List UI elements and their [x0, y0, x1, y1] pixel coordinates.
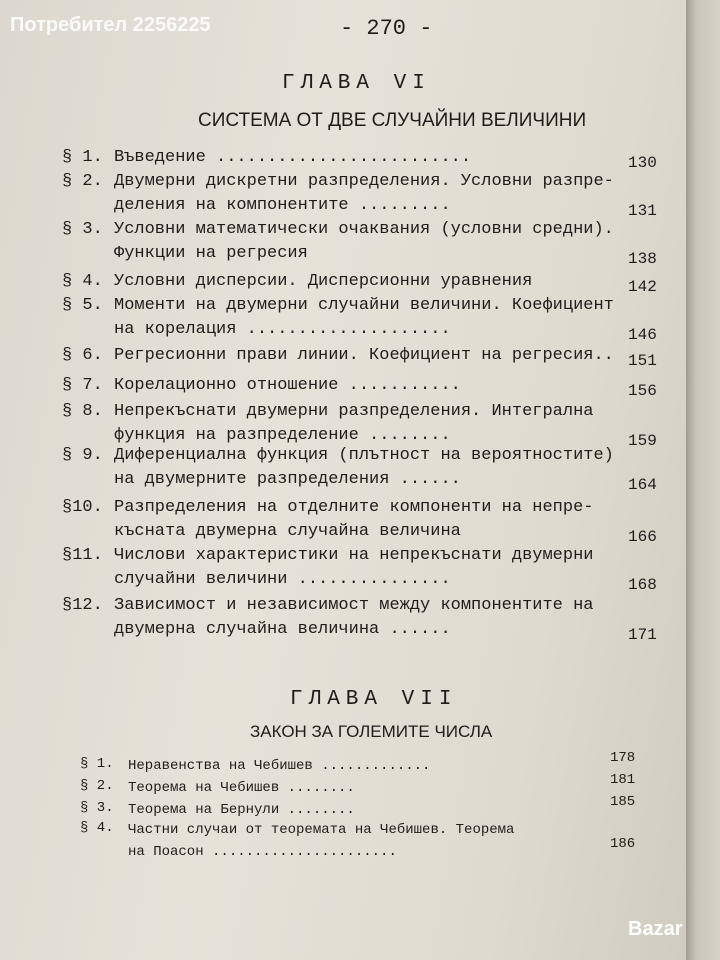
chapter6-entry-text: Диференциална функция (плътност на вероятностите)	[114, 446, 614, 465]
chapter6-entry-number: § 4.	[62, 272, 103, 291]
next-page-edge	[686, 0, 720, 960]
chapter6-entry-number: § 5.	[62, 296, 103, 315]
chapter6-entry-text: на корелация ....................	[114, 320, 451, 339]
page-number: - 270 -	[340, 16, 433, 41]
chapter6-entry-number: § 8.	[62, 402, 103, 421]
chapter7-entry-text: Теорема на Чебишев ........	[128, 780, 355, 796]
brand-logo: Bazar	[628, 918, 683, 940]
chapter7-entry-number: § 2.	[80, 778, 114, 794]
chapter6-entry-number: §11.	[62, 546, 103, 565]
chapter6-entry-text: Регресионни прави линии. Коефициент на регресия..	[114, 346, 614, 365]
chapter6-entry-page: 142	[628, 278, 657, 296]
chapter6-entry-number: § 7.	[62, 376, 103, 395]
chapter6-entry-page: 146	[628, 326, 657, 344]
chapter7-entry-page: 178	[610, 750, 636, 766]
chapter7-entry-text: Неравенства на Чебишев .............	[128, 758, 431, 774]
chapter7-title: ЗАКОН ЗА ГОЛЕМИТЕ ЧИСЛА	[250, 722, 493, 741]
chapter7-entry-text: Теорема на Бернули ........	[128, 802, 355, 818]
chapter7-heading: ГЛАВА VII	[290, 688, 458, 711]
chapter6-entry-text: Условни математически очаквания (условни средни).	[114, 220, 614, 239]
chapter6-entry-text: Корелационно отношение ...........	[114, 376, 461, 395]
chapter6-entry-number: § 9.	[62, 446, 103, 465]
chapter6-entry-page: 166	[628, 528, 657, 546]
chapter6-entry-text: Въведение .........................	[114, 148, 472, 167]
chapter7-entry-text: на Поасон ......................	[128, 844, 397, 860]
chapter7-entry-text: Частни случаи от теоремата на Чебишев. Теорема	[128, 822, 515, 838]
chapter6-entry-page: 151	[628, 352, 657, 370]
chapter6-entry-number: §12.	[62, 596, 103, 615]
chapter6-entry-page: 130	[628, 154, 657, 172]
chapter6-entry-number: § 2.	[62, 172, 103, 191]
chapter6-entry-text: на двумерните разпределения ......	[114, 470, 461, 489]
chapter7-entry-page: 185	[610, 794, 636, 810]
chapter6-entry-page: 156	[628, 382, 657, 400]
chapter6-entry-page: 131	[628, 202, 657, 220]
chapter6-entry-text: Зависимост и независимост между компонентите на	[114, 596, 594, 615]
chapter6-entry-text: Функции на регресия	[114, 244, 308, 263]
chapter6-entry-text: случайни величини ...............	[114, 570, 451, 589]
chapter7-entry-number: § 1.	[80, 756, 114, 772]
chapter6-entry-text: Числови характеристики на непрекъснати двумерни	[114, 546, 594, 565]
chapter6-entry-page: 164	[628, 476, 657, 494]
chapter6-entry-text: Непрекъснати двумерни разпределения. Интегрална	[114, 402, 594, 421]
chapter6-entry-number: § 6.	[62, 346, 103, 365]
chapter6-entry-text: Условни дисперсии. Дисперсионни уравнения	[114, 272, 533, 291]
seller-watermark: Потребител 2256225	[10, 14, 211, 36]
chapter6-entry-text: двумерна случайна величина ......	[114, 620, 451, 639]
chapter6-entry-page: 171	[628, 626, 657, 644]
chapter6-entry-text: Двумерни дискретни разпределения. Условни разпре-	[114, 172, 614, 191]
chapter6-entry-number: § 3.	[62, 220, 103, 239]
chapter6-heading: ГЛАВА VI	[282, 72, 431, 95]
chapter6-entry-text: къснатa двумерна случайна величина	[114, 522, 461, 541]
chapter7-entry-page: 181	[610, 772, 636, 788]
chapter6-entry-text: Разпределения на отделните компоненти на непре-	[114, 498, 594, 517]
chapter7-entry-page: 186	[610, 836, 636, 852]
chapter6-entry-text: функция на разпределение ........	[114, 426, 451, 445]
chapter6-entry-number: § 1.	[62, 148, 103, 167]
chapter6-entry-page: 159	[628, 432, 657, 450]
chapter6-entry-text: деления на компонентите .........	[114, 196, 451, 215]
chapter6-entry-number: §10.	[62, 498, 103, 517]
chapter6-entry-page: 138	[628, 250, 657, 268]
chapter6-entry-page: 168	[628, 576, 657, 594]
chapter6-entry-text: Моменти на двумерни случайни величини. Коефициент	[114, 296, 614, 315]
chapter7-entry-number: § 3.	[80, 800, 114, 816]
chapter7-entry-number: § 4.	[80, 820, 114, 836]
chapter6-title: СИСТЕМА ОТ ДВЕ СЛУЧАЙНИ ВЕЛИЧИНИ	[198, 110, 587, 131]
